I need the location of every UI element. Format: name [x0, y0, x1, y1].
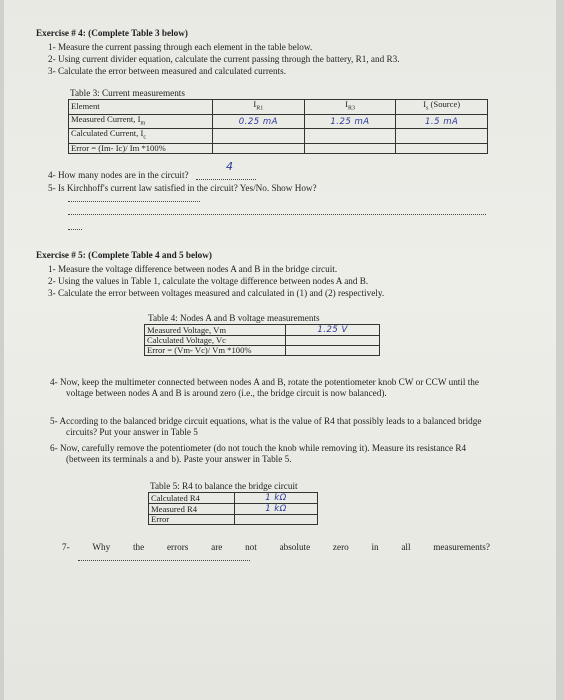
exercise-5-title: Exercise # 5: (Complete Table 4 and 5 below): [36, 250, 212, 260]
table-cell[interactable]: 0.25 mA: [213, 114, 305, 129]
table-cell: Calculated Current, $I_c$: [69, 129, 213, 144]
table-cell[interactable]: 1.25 V: [286, 325, 380, 336]
table-row: [149, 515, 318, 525]
table-cell: Measured Voltage, Vm: [145, 325, 286, 336]
table-cell[interactable]: [234, 515, 317, 525]
table-cell[interactable]: 1.5 mA: [396, 114, 488, 129]
q7-word: measurements?: [433, 542, 490, 552]
answer-line: [68, 229, 82, 230]
table-row: [69, 144, 488, 154]
table-cell[interactable]: [304, 129, 396, 144]
q7-word: absolute: [279, 542, 311, 552]
answer-line: [68, 214, 486, 215]
ex4-step-3: 3- Calculate the error between measured and calculated currents.: [48, 66, 286, 76]
table-row: [69, 129, 488, 144]
table-3-current-measurements: [68, 99, 488, 154]
worksheet-page: [4, 0, 556, 700]
table-cell: Error: [149, 515, 235, 525]
ex5-step-1: 1- Measure the voltage difference between nodes A and B in the bridge circuit.: [48, 264, 338, 274]
table-row: [145, 325, 380, 336]
table-cell: Measured Current, $I_m$: [69, 114, 213, 129]
table-cell[interactable]: 1 kΩ: [234, 504, 317, 515]
q7-word: the: [132, 542, 145, 552]
table-row: [145, 336, 380, 346]
table-row: [149, 493, 318, 504]
table-cell: Element: [69, 100, 213, 115]
ex4-step-1: 1- Measure the current passing through each element in the table below.: [48, 42, 313, 52]
q4-answer[interactable]: 4: [226, 160, 234, 173]
table-cell: Error = (Vm- Vc)/ Vm *100%: [145, 346, 286, 356]
table-row: [149, 504, 318, 515]
table-3-title: Table 3: Current measurements: [70, 88, 185, 98]
ex4-question-5: 5- Is Kirchhoff's current law satisfied in the circuit? Yes/No. Show How?: [48, 183, 317, 193]
ex5-step-2: 2- Using the values in Table 1, calculate the voltage difference between nodes A and B.: [48, 276, 369, 286]
table-cell[interactable]: [213, 144, 305, 154]
q7-word: not: [245, 542, 257, 552]
table-cell: Error = (Im- Ic)/ Im *100%: [69, 144, 213, 154]
table-header-is: $I_s$ (Source): [396, 100, 488, 115]
q7-word: errors: [166, 542, 189, 552]
ex4-question-4: 4- How many nodes are in the circuit?: [48, 170, 189, 180]
q7-word: zero: [332, 542, 349, 552]
exercise-4-title: Exercise # 4: (Complete Table 3 below): [36, 28, 188, 38]
table-cell[interactable]: [286, 346, 380, 356]
q7-word: are: [211, 542, 223, 552]
table-4-title: Table 4: Nodes A and B voltage measurements: [148, 313, 320, 323]
ex5-step-6: 6- Now, carefully remove the potentiometer (do not touch the knob while removing it). Measure its resistance R4 (between its terminals a and b). Paste your answer in Table 5.: [50, 443, 467, 464]
ex5-step-5: 5- According to the balanced bridge circuit equations, what is the value of R4 that possibly leads to a balanced bridge circuits? Put your answer in Table 5: [50, 416, 482, 437]
table-row: [69, 100, 488, 115]
ex5-step-3: 3- Calculate the error between voltages measured and calculated in (1) and (2) respectively.: [48, 288, 385, 298]
q7-word: 7-: [62, 542, 70, 552]
table-cell[interactable]: [213, 129, 305, 144]
table-cell[interactable]: [286, 336, 380, 346]
table-cell: Calculated R4: [149, 493, 235, 504]
ex4-step-2: 2- Using current divider equation, calculate the current passing through the battery, R1, and R3.: [48, 54, 400, 64]
ex5-step-4: 4- Now, keep the multimeter connected between nodes A and B, rotate the potentiometer knob CW or CCW until the voltage between nodes A and B is around zero (i.e., the bridge circuit is now balanced).: [50, 377, 479, 398]
table-cell: Measured R4: [149, 504, 235, 515]
table-row: [69, 114, 488, 129]
table-5-r4-balance: [148, 492, 318, 525]
q7-word: in: [371, 542, 379, 552]
table-cell[interactable]: [396, 129, 488, 144]
table-4-voltage-measurements: [144, 324, 380, 356]
table-cell[interactable]: [304, 144, 396, 154]
q7-word: all: [401, 542, 411, 552]
table-cell[interactable]: 1.25 mA: [304, 114, 396, 129]
table-header-ir3: $I_{R3}$: [304, 100, 396, 115]
answer-line: [68, 201, 200, 202]
table-header-ir1: $I_{R1}$: [213, 100, 305, 115]
ex5-question-7: [62, 542, 490, 553]
table-cell[interactable]: 1 kΩ: [234, 493, 317, 504]
table-5-title: Table 5: R4 to balance the bridge circuit: [150, 481, 298, 491]
answer-line: [78, 560, 250, 561]
table-row: [145, 346, 380, 356]
answer-line: [196, 179, 256, 180]
table-cell: Calculated Voltage, Vc: [145, 336, 286, 346]
table-cell[interactable]: [396, 144, 488, 154]
q7-word: Why: [92, 542, 111, 552]
